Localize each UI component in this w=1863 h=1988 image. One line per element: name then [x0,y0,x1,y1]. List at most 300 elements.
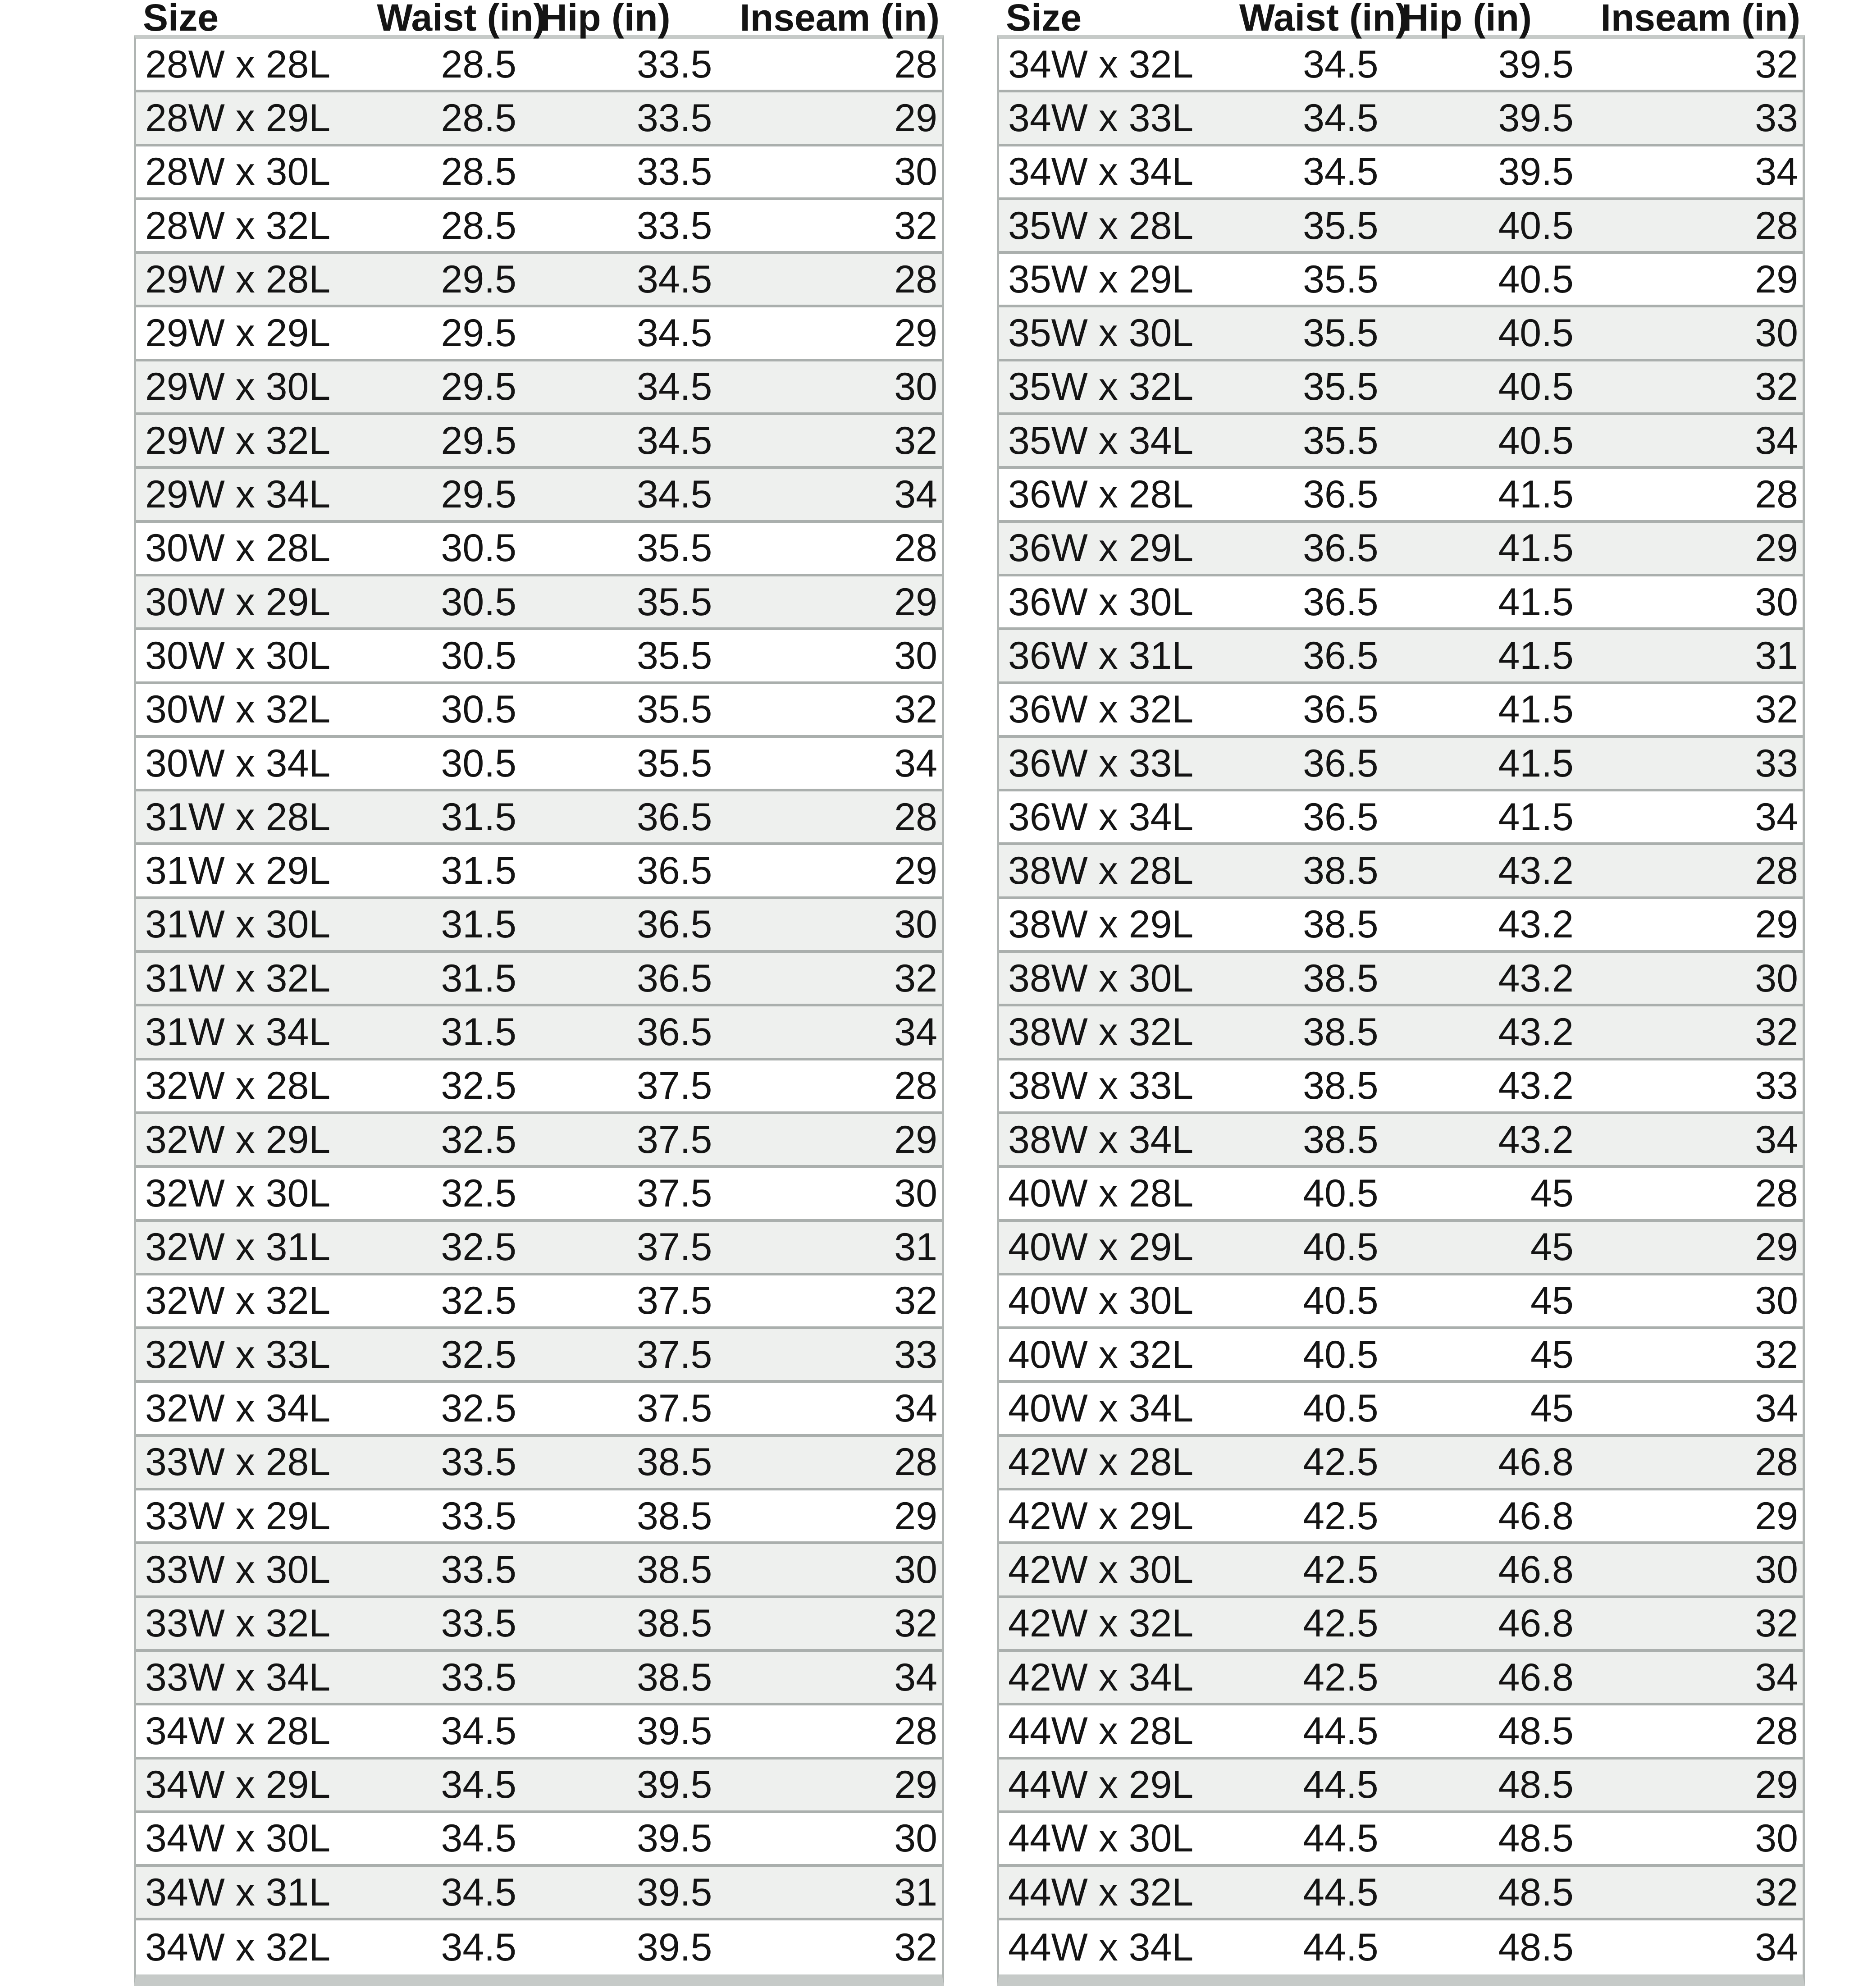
inseam-cell: 29 [1755,257,1798,301]
waist-cell: 36.5 [1303,580,1379,624]
waist-cell: 32.5 [441,1387,516,1430]
table-row [136,1275,942,1329]
table-row [999,307,1803,361]
waist-cell: 28.5 [441,42,516,86]
column-header-hip: Hip (in) [1401,0,1532,39]
inseam-cell: 29 [894,311,937,355]
hip-cell: 45 [1530,1225,1574,1269]
waist-cell: 33.5 [441,1440,516,1484]
hip-cell: 48.5 [1498,1926,1574,1970]
size-cell: 44W x 28L [1008,1709,1194,1753]
size-cell: 31W x 28L [145,795,331,839]
table-row [999,1275,1803,1329]
inseam-cell: 30 [894,1548,937,1591]
hip-cell: 41.5 [1498,688,1574,731]
table-row [136,1544,942,1598]
inseam-cell: 29 [894,1118,937,1161]
hip-cell: 46.8 [1498,1440,1574,1484]
inseam-cell: 30 [1755,311,1798,355]
hip-cell: 37.5 [637,1387,712,1430]
hip-cell: 45 [1530,1279,1574,1323]
size-cell: 40W x 30L [1008,1279,1194,1323]
hip-cell: 48.5 [1498,1817,1574,1860]
hip-cell: 46.8 [1498,1602,1574,1645]
size-cell: 28W x 29L [145,96,331,140]
inseam-cell: 32 [894,419,937,462]
inseam-cell: 30 [1755,1548,1798,1591]
waist-cell: 38.5 [1303,1064,1379,1108]
inseam-cell: 30 [894,150,937,194]
size-cell: 33W x 32L [145,1602,331,1645]
size-cell: 30W x 34L [145,741,331,785]
hip-cell: 39.5 [1498,42,1574,86]
table-row [136,953,942,1006]
inseam-cell: 34 [1755,1387,1798,1430]
table-row [136,1383,942,1436]
table-row [136,1060,942,1114]
waist-cell: 32.5 [441,1225,516,1269]
hip-cell: 39.5 [1498,96,1574,140]
hip-cell: 41.5 [1498,580,1574,624]
waist-cell: 29.5 [441,365,516,409]
hip-cell: 34.5 [637,257,712,301]
table-row [136,630,942,684]
inseam-cell: 32 [1755,42,1798,86]
hip-cell: 37.5 [637,1064,712,1108]
size-cell: 34W x 29L [145,1763,331,1807]
table-body [134,35,944,1986]
hip-cell: 48.5 [1498,1709,1574,1753]
inseam-cell: 34 [894,473,937,516]
size-cell: 35W x 29L [1008,257,1194,301]
table-row [999,1006,1803,1060]
waist-cell: 44.5 [1303,1817,1379,1860]
table-row [999,361,1803,415]
waist-cell: 34.5 [1303,150,1379,194]
table-row [999,1383,1803,1436]
inseam-cell: 31 [894,1870,937,1914]
table-row [999,1437,1803,1490]
hip-cell: 43.2 [1498,1010,1574,1054]
size-cell: 33W x 28L [145,1440,331,1484]
hip-cell: 46.8 [1498,1494,1574,1538]
inseam-cell: 29 [1755,1225,1798,1269]
table-row [999,1490,1803,1544]
waist-cell: 38.5 [1303,956,1379,1000]
waist-cell: 29.5 [441,311,516,355]
inseam-cell: 30 [894,1817,937,1860]
inseam-cell: 28 [894,1440,937,1484]
waist-cell: 32.5 [441,1171,516,1215]
size-cell: 33W x 29L [145,1494,331,1538]
table-row [136,415,942,469]
table-row [136,1867,942,1920]
inseam-cell: 29 [894,1763,937,1807]
waist-cell: 32.5 [441,1064,516,1108]
table-row [136,1222,942,1275]
waist-cell: 33.5 [441,1655,516,1699]
hip-cell: 33.5 [637,42,712,86]
table-row [136,1114,942,1168]
hip-cell: 43.2 [1498,903,1574,946]
table-row [999,39,1803,92]
size-cell: 32W x 32L [145,1279,331,1323]
waist-cell: 32.5 [441,1279,516,1323]
table-row [999,1759,1803,1813]
waist-cell: 36.5 [1303,795,1379,839]
waist-cell: 42.5 [1303,1655,1379,1699]
table-row [999,1544,1803,1598]
hip-cell: 34.5 [637,473,712,516]
table-row [999,523,1803,576]
waist-cell: 44.5 [1303,1763,1379,1807]
table-row [999,576,1803,630]
waist-cell: 36.5 [1303,473,1379,516]
size-cell: 29W x 29L [145,311,331,355]
waist-cell: 28.5 [441,150,516,194]
waist-cell: 40.5 [1303,1387,1379,1430]
table-row [136,254,942,307]
inseam-cell: 32 [894,1279,937,1323]
inseam-cell: 32 [894,688,937,731]
inseam-cell: 28 [894,526,937,570]
waist-cell: 36.5 [1303,634,1379,677]
table-row [136,469,942,522]
waist-cell: 34.5 [441,1709,516,1753]
hip-cell: 39.5 [637,1763,712,1807]
waist-cell: 31.5 [441,849,516,893]
table-row [136,200,942,254]
waist-cell: 28.5 [441,96,516,140]
size-cell: 31W x 32L [145,956,331,1000]
waist-cell: 40.5 [1303,1279,1379,1323]
hip-cell: 40.5 [1498,204,1574,247]
inseam-cell: 28 [1755,1440,1798,1484]
size-cell: 34W x 31L [145,1870,331,1914]
waist-cell: 29.5 [441,257,516,301]
hip-cell: 38.5 [637,1494,712,1538]
waist-cell: 38.5 [1303,903,1379,946]
inseam-cell: 29 [1755,1763,1798,1807]
waist-cell: 40.5 [1303,1225,1379,1269]
table-row [136,361,942,415]
inseam-cell: 30 [1755,1279,1798,1323]
hip-cell: 37.5 [637,1118,712,1161]
hip-cell: 33.5 [637,96,712,140]
size-cell: 38W x 33L [1008,1064,1194,1108]
table-row [136,1168,942,1221]
waist-cell: 35.5 [1303,204,1379,247]
waist-cell: 30.5 [441,741,516,785]
inseam-cell: 29 [1755,903,1798,946]
hip-cell: 39.5 [637,1870,712,1914]
inseam-cell: 29 [894,580,937,624]
inseam-cell: 34 [1755,1655,1798,1699]
waist-cell: 35.5 [1303,419,1379,462]
size-cell: 44W x 34L [1008,1926,1194,1970]
size-chart-table-right [997,0,1805,1986]
table-row [999,845,1803,899]
hip-cell: 36.5 [637,849,712,893]
inseam-cell: 30 [1755,580,1798,624]
size-cell: 34W x 30L [145,1817,331,1860]
inseam-cell: 28 [894,1709,937,1753]
inseam-cell: 28 [1755,473,1798,516]
inseam-cell: 32 [1755,1602,1798,1645]
size-cell: 40W x 32L [1008,1333,1194,1376]
inseam-cell: 33 [1755,96,1798,140]
table-row [136,1490,942,1544]
size-cell: 30W x 30L [145,634,331,677]
waist-cell: 33.5 [441,1548,516,1591]
table-row [136,1813,942,1867]
size-cell: 40W x 34L [1008,1387,1194,1430]
inseam-cell: 34 [1755,1926,1798,1970]
waist-cell: 34.5 [441,1817,516,1860]
size-cell: 32W x 33L [145,1333,331,1376]
hip-cell: 34.5 [637,365,712,409]
inseam-cell: 29 [894,1494,937,1538]
size-cell: 29W x 28L [145,257,331,301]
hip-cell: 33.5 [637,204,712,247]
size-cell: 35W x 28L [1008,204,1194,247]
table-row [136,1598,942,1652]
inseam-cell: 33 [894,1333,937,1376]
hip-cell: 43.2 [1498,956,1574,1000]
waist-cell: 38.5 [1303,1118,1379,1161]
hip-cell: 43.2 [1498,1064,1574,1108]
table-row [136,899,942,953]
table-row [999,146,1803,200]
hip-cell: 36.5 [637,1010,712,1054]
table-header [134,0,944,39]
waist-cell: 34.5 [1303,42,1379,86]
table-row [136,1759,942,1813]
size-cell: 29W x 32L [145,419,331,462]
waist-cell: 30.5 [441,688,516,731]
hip-cell: 40.5 [1498,311,1574,355]
table-row [999,415,1803,469]
hip-cell: 36.5 [637,795,712,839]
inseam-cell: 30 [894,365,937,409]
waist-cell: 34.5 [441,1926,516,1970]
size-cell: 35W x 32L [1008,365,1194,409]
inseam-cell: 28 [894,1064,937,1108]
table-row [999,254,1803,307]
inseam-cell: 32 [894,956,937,1000]
inseam-cell: 30 [894,903,937,946]
size-cell: 36W x 33L [1008,741,1194,785]
waist-cell: 36.5 [1303,741,1379,785]
column-header-waist: Waist (in) [1239,0,1408,39]
size-cell: 44W x 30L [1008,1817,1194,1860]
inseam-cell: 28 [1755,1709,1798,1753]
size-cell: 36W x 34L [1008,795,1194,839]
size-cell: 36W x 29L [1008,526,1194,570]
hip-cell: 41.5 [1498,634,1574,677]
table-row [136,738,942,791]
table-row [999,200,1803,254]
inseam-cell: 32 [894,204,937,247]
hip-cell: 35.5 [637,688,712,731]
hip-cell: 35.5 [637,741,712,785]
size-cell: 40W x 28L [1008,1171,1194,1215]
inseam-cell: 28 [894,257,937,301]
waist-cell: 40.5 [1303,1171,1379,1215]
hip-cell: 40.5 [1498,365,1574,409]
hip-cell: 39.5 [637,1709,712,1753]
size-cell: 34W x 32L [1008,42,1194,86]
hip-cell: 37.5 [637,1171,712,1215]
size-cell: 42W x 29L [1008,1494,1194,1538]
table-row [999,1813,1803,1867]
inseam-cell: 32 [1755,365,1798,409]
hip-cell: 34.5 [637,419,712,462]
table-row [136,791,942,845]
size-cell: 34W x 33L [1008,96,1194,140]
size-cell: 34W x 34L [1008,150,1194,194]
table-row [999,1329,1803,1383]
waist-cell: 32.5 [441,1118,516,1161]
size-cell: 32W x 29L [145,1118,331,1161]
size-cell: 32W x 34L [145,1387,331,1430]
table-row [136,307,942,361]
hip-cell: 43.2 [1498,849,1574,893]
size-cell: 30W x 32L [145,688,331,731]
hip-cell: 39.5 [1498,150,1574,194]
waist-cell: 44.5 [1303,1709,1379,1753]
inseam-cell: 34 [1755,795,1798,839]
waist-cell: 42.5 [1303,1602,1379,1645]
hip-cell: 48.5 [1498,1763,1574,1807]
table-row [999,1652,1803,1705]
inseam-cell: 34 [1755,419,1798,462]
size-cell: 29W x 34L [145,473,331,516]
hip-cell: 45 [1530,1387,1574,1430]
size-cell: 29W x 30L [145,365,331,409]
hip-cell: 41.5 [1498,741,1574,785]
table-row [136,845,942,899]
hip-cell: 41.5 [1498,795,1574,839]
table-row [136,92,942,146]
waist-cell: 30.5 [441,634,516,677]
hip-cell: 36.5 [637,903,712,946]
inseam-cell: 34 [894,1010,937,1054]
table-row [999,1867,1803,1920]
hip-cell: 48.5 [1498,1870,1574,1914]
hip-cell: 40.5 [1498,419,1574,462]
size-cell: 36W x 31L [1008,634,1194,677]
size-cell: 28W x 28L [145,42,331,86]
inseam-cell: 30 [894,634,937,677]
waist-cell: 35.5 [1303,311,1379,355]
waist-cell: 28.5 [441,204,516,247]
hip-cell: 46.8 [1498,1655,1574,1699]
size-cell: 42W x 34L [1008,1655,1194,1699]
waist-cell: 34.5 [441,1763,516,1807]
table-row [136,1920,942,1974]
hip-cell: 39.5 [637,1817,712,1860]
size-cell: 32W x 30L [145,1171,331,1215]
size-cell: 31W x 30L [145,903,331,946]
table-row [136,1437,942,1490]
table-row [999,469,1803,522]
size-cell: 31W x 34L [145,1010,331,1054]
table-row [999,1114,1803,1168]
inseam-cell: 28 [1755,1171,1798,1215]
inseam-cell: 29 [1755,1494,1798,1538]
hip-cell: 41.5 [1498,526,1574,570]
waist-cell: 33.5 [441,1602,516,1645]
inseam-cell: 32 [1755,1010,1798,1054]
size-chart-table-left [134,0,944,1986]
inseam-cell: 33 [1755,741,1798,785]
table-row [999,1060,1803,1114]
waist-cell: 31.5 [441,1010,516,1054]
size-cell: 36W x 30L [1008,580,1194,624]
hip-cell: 41.5 [1498,473,1574,516]
column-header-inseam: Inseam (in) [740,0,940,39]
inseam-cell: 32 [894,1602,937,1645]
table-row [999,630,1803,684]
table-row [999,92,1803,146]
hip-cell: 38.5 [637,1602,712,1645]
hip-cell: 37.5 [637,1333,712,1376]
size-cell: 32W x 31L [145,1225,331,1269]
waist-cell: 33.5 [441,1494,516,1538]
hip-cell: 35.5 [637,580,712,624]
inseam-cell: 32 [1755,688,1798,731]
waist-cell: 30.5 [441,526,516,570]
waist-cell: 42.5 [1303,1440,1379,1484]
waist-cell: 31.5 [441,903,516,946]
hip-cell: 45 [1530,1333,1574,1376]
hip-cell: 34.5 [637,311,712,355]
table-row [999,899,1803,953]
table-row [136,1329,942,1383]
inseam-cell: 34 [894,1655,937,1699]
size-cell: 42W x 28L [1008,1440,1194,1484]
hip-cell: 46.8 [1498,1548,1574,1591]
waist-cell: 32.5 [441,1333,516,1376]
size-cell: 42W x 30L [1008,1548,1194,1591]
waist-cell: 36.5 [1303,688,1379,731]
table-row [999,1920,1803,1974]
table-row [999,738,1803,791]
waist-cell: 38.5 [1303,849,1379,893]
size-cell: 31W x 29L [145,849,331,893]
hip-cell: 43.2 [1498,1118,1574,1161]
size-cell: 33W x 34L [145,1655,331,1699]
size-cell: 44W x 32L [1008,1870,1194,1914]
waist-cell: 35.5 [1303,257,1379,301]
size-cell: 33W x 30L [145,1548,331,1591]
waist-cell: 34.5 [441,1870,516,1914]
inseam-cell: 33 [1755,1064,1798,1108]
hip-cell: 33.5 [637,150,712,194]
inseam-cell: 34 [1755,150,1798,194]
table-row [999,791,1803,845]
waist-cell: 42.5 [1303,1494,1379,1538]
table-row [136,576,942,630]
waist-cell: 29.5 [441,473,516,516]
inseam-cell: 30 [894,1171,937,1215]
inseam-cell: 32 [1755,1870,1798,1914]
waist-cell: 31.5 [441,795,516,839]
table-row [136,39,942,92]
size-cell: 40W x 29L [1008,1225,1194,1269]
hip-cell: 45 [1530,1171,1574,1215]
